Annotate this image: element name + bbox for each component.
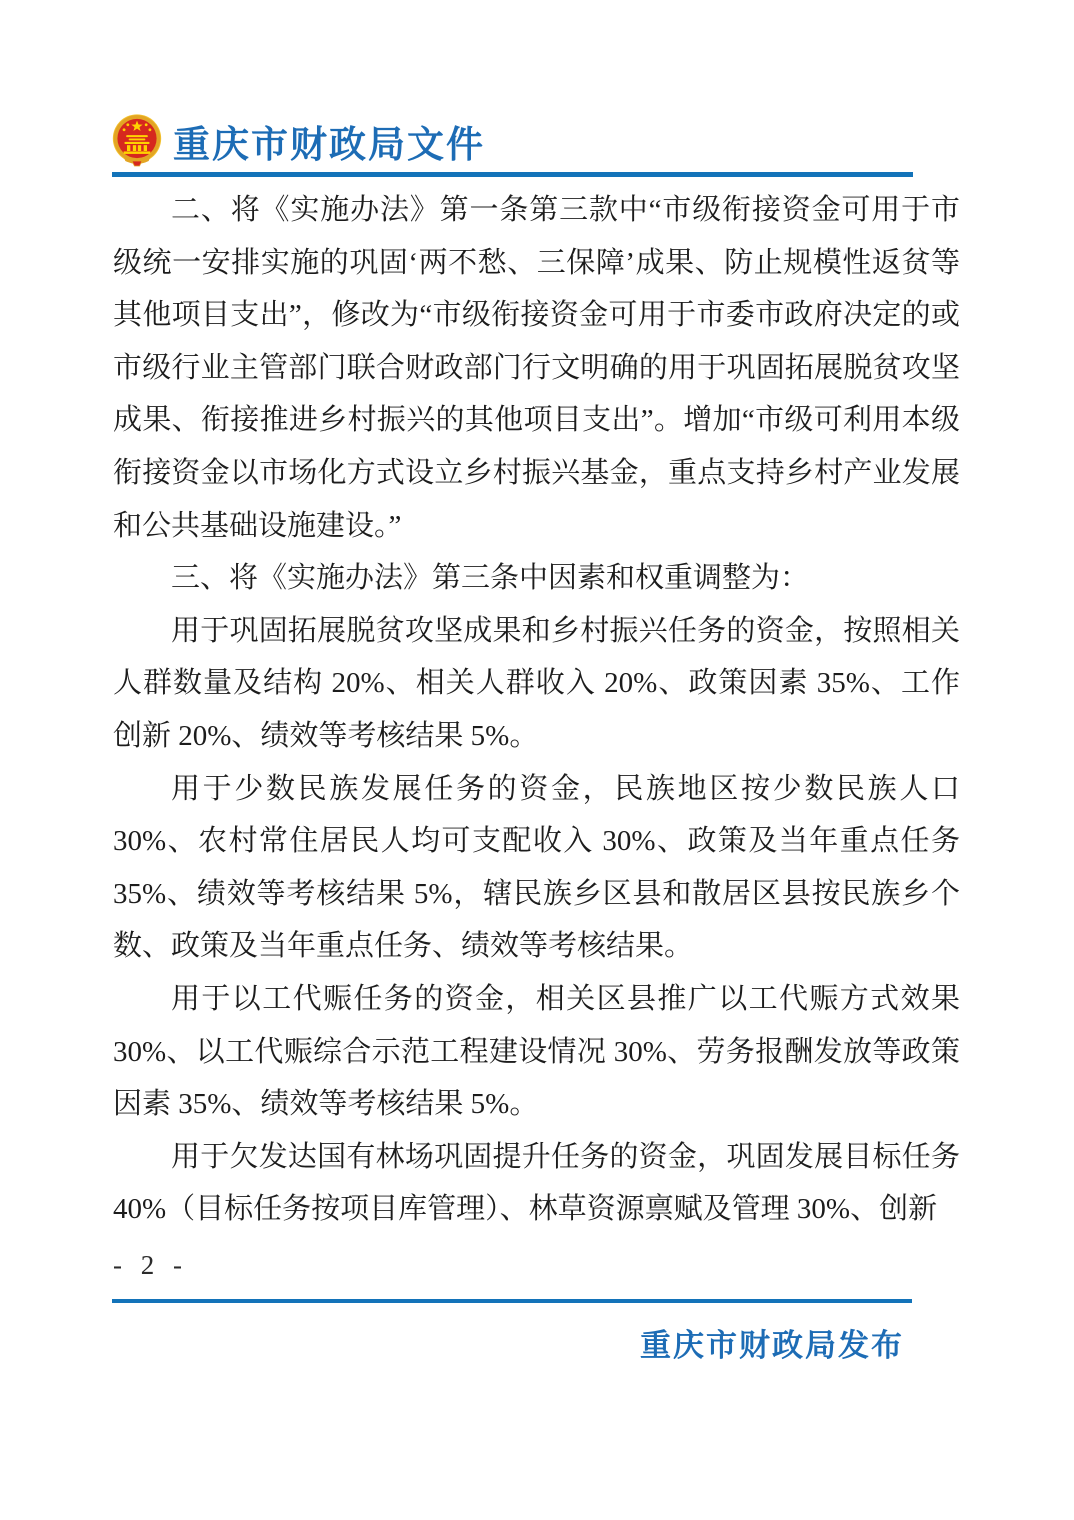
body-paragraph-1: 二、将《实施办法》第一条第三款中“市级衔接资金可用于市级统一安排实施的巩固‘两不愁、三保障’成果、防止规模性返贫等其他项目支出”，修改为“市级衔接资金可用于市委市政府决定的或市级行业主管部门联合财政部门行文明确的用于巩固拓展脱贫攻坚成果、衔接推进乡村振兴的其他项目支出”。增加“市级可利用本级衔接资金以市场化方式设立乡村振兴基金，重点支持乡村产业发展和公共基础设施建设。” [113, 194, 960, 542]
page-number: - 2 - [113, 1250, 188, 1280]
document-body [113, 184, 960, 1236]
body-paragraph-3: 用于巩固拓展脱贫攻坚成果和乡村振兴任务的资金，按照相关人群数量及结构 20%、相关人群收入 20%、政策因素 35%、工作创新 20%、绩效等考核结果 5%。 [113, 614, 960, 752]
body-paragraph-2: 三、将《实施办法》第三条中因素和权重调整为： [171, 562, 810, 595]
body-paragraph-4: 用于少数民族发展任务的资金，民族地区按少数民族人口 30%、农村常住居民人均可支配收入 30%、政策及当年重点任务 35%、绩效等考核结果 5%，辖民族乡区县和散居区县按民族乡个数、政策及当年重点任务、绩效等考核结果。 [113, 772, 960, 963]
china-national-emblem-icon [112, 113, 162, 169]
body-paragraph-6: 用于欠发达国有林场巩固提升任务的资金，巩固发展目标任务 40%（目标任务按项目库管理）、林草资源禀赋及管理 30%、创新 [113, 1140, 960, 1226]
document-title: 重庆市财政局文件 [173, 125, 485, 166]
document-header [112, 113, 485, 169]
body-paragraph-5: 用于以工代赈任务的资金，相关区县推广以工代赈方式效果 30%、以工代赈综合示范工程建设情况 30%、劳务报酬发放等政策因素 35%、绩效等考核结果 5%。 [113, 982, 960, 1121]
publisher-label: 重庆市财政局发布 [640, 1328, 904, 1363]
footer-rule [112, 1299, 912, 1303]
header-rule [112, 172, 913, 177]
